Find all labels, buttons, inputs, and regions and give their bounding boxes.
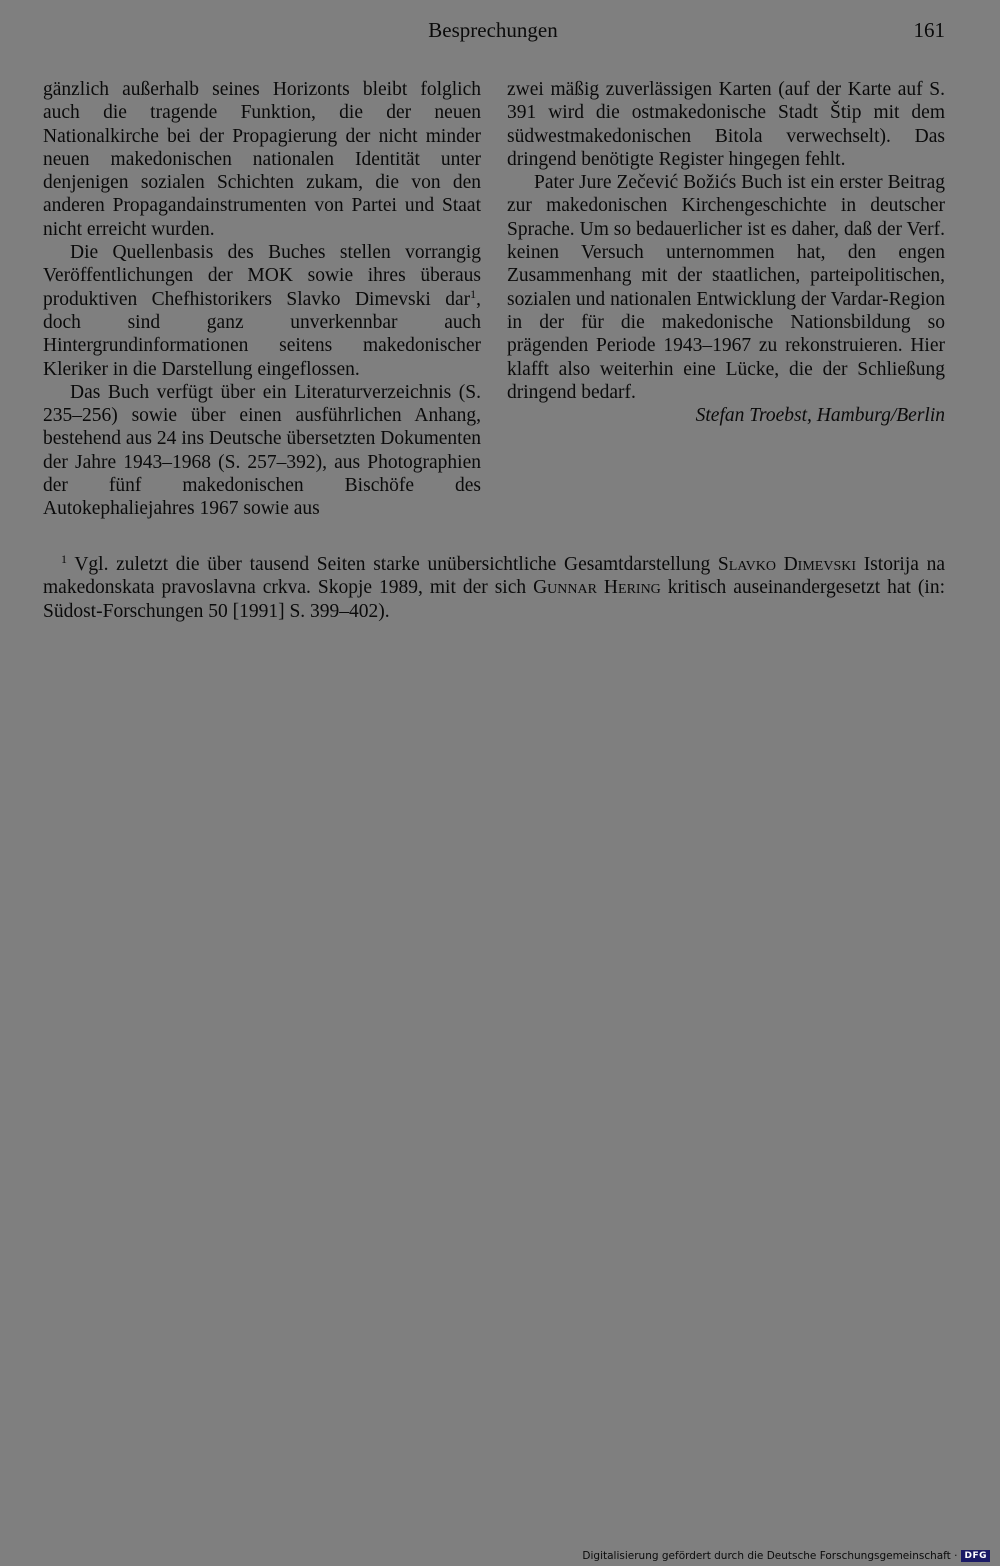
dfg-logo: DFG <box>961 1550 990 1562</box>
footnote <box>43 553 945 623</box>
paragraph-text: Die Quellenbasis des Buches stellen vorrangig Veröffentlichungen der MOK sowie ihres überaus produktiven Chefhistorikers Slavko Dimevski dar <box>43 242 481 310</box>
left-column <box>43 78 481 521</box>
page-number: 161 <box>913 18 945 42</box>
credit-text: Digitalisierung gefördert durch die Deutsche Forschungsgemeinschaft · <box>582 1550 958 1562</box>
footnote-text: Vgl. zuletzt die über tausend Seiten starke unübersichtliche Gesamtdarstellung <box>67 554 718 575</box>
paragraph: Das Buch verfügt über ein Literaturverzeichnis (S. 235–256) sowie über einen ausführlichen Anhang, bestehend aus 24 ins Deutsche übersetzten Dokumenten der Jahre 1943–1968 (S. 257–392), aus Photographien der fünf makedonischen Bischöfe des Autokephaliejahres 1967 sowie aus <box>43 381 481 520</box>
footnote-mark: 1 <box>61 552 67 566</box>
paragraph: gänzlich außerhalb seines Horizonts bleibt folglich auch die tragende Funktion, die der neuen Nationalkirche bei der Propagierung der nicht minder neuen makedonischen nationalen Identität unter denjenigen sozialen Schichten zukam, die von den anderen Propagandainstrumenten von Partei und Staat nicht erreicht wurden. <box>43 79 481 240</box>
author-name: Slavko Dimevski <box>717 554 857 575</box>
footnote-text: kritisch auseinandergesetzt hat (in: Südost-Forschungen 50 [1991] S. 399–402). <box>43 577 945 622</box>
right-column <box>507 78 945 427</box>
paragraph: Pater Jure Zečević Božićs Buch ist ein erster Beitrag zur makedonischen Kirchengeschichte in deutscher Sprache. Um so bedauerlicher ist es daher, daß der Verf. keinen Versuch unternommen hat, den engen Zusammenhang mit der staatlichen, parteipolitischen, sozialen und nationalen Entwicklung der Vardar-Region in der für die makedonische Nationsbildung so prägenden Periode 1943–1967 zu rekonstruieren. Hier klafft also weiterhin eine Lücke, die der Schließung dringend bedarf. <box>507 172 945 403</box>
author-name: Gunnar Hering <box>533 577 661 599</box>
footnote-text: Istorija na makedonskata pravoslavna crkva. Skopje 1989, mit der sich <box>43 554 945 599</box>
running-head: Besprechungen <box>428 18 558 42</box>
paragraph <box>43 241 481 381</box>
footnote-reference[interactable]: 1 <box>470 286 477 301</box>
paragraph: zwei mäßig zuverlässigen Karten (auf der Karte auf S. 391 wird die ostmakedonische Stadt Štip mit dem südwestmakedonischen Bitola verwechselt). Das dringend benötigte Register hingegen fehlt. <box>507 79 945 170</box>
reviewer-signature: Stefan Troebst, Hamburg/Berlin <box>695 405 945 427</box>
paragraph-text: , doch sind ganz unverkennbar auch Hintergrundinformationen seitens makedonischer Kleriker in die Darstellung eingeflossen. <box>43 288 481 380</box>
digitization-credit <box>582 1550 990 1562</box>
